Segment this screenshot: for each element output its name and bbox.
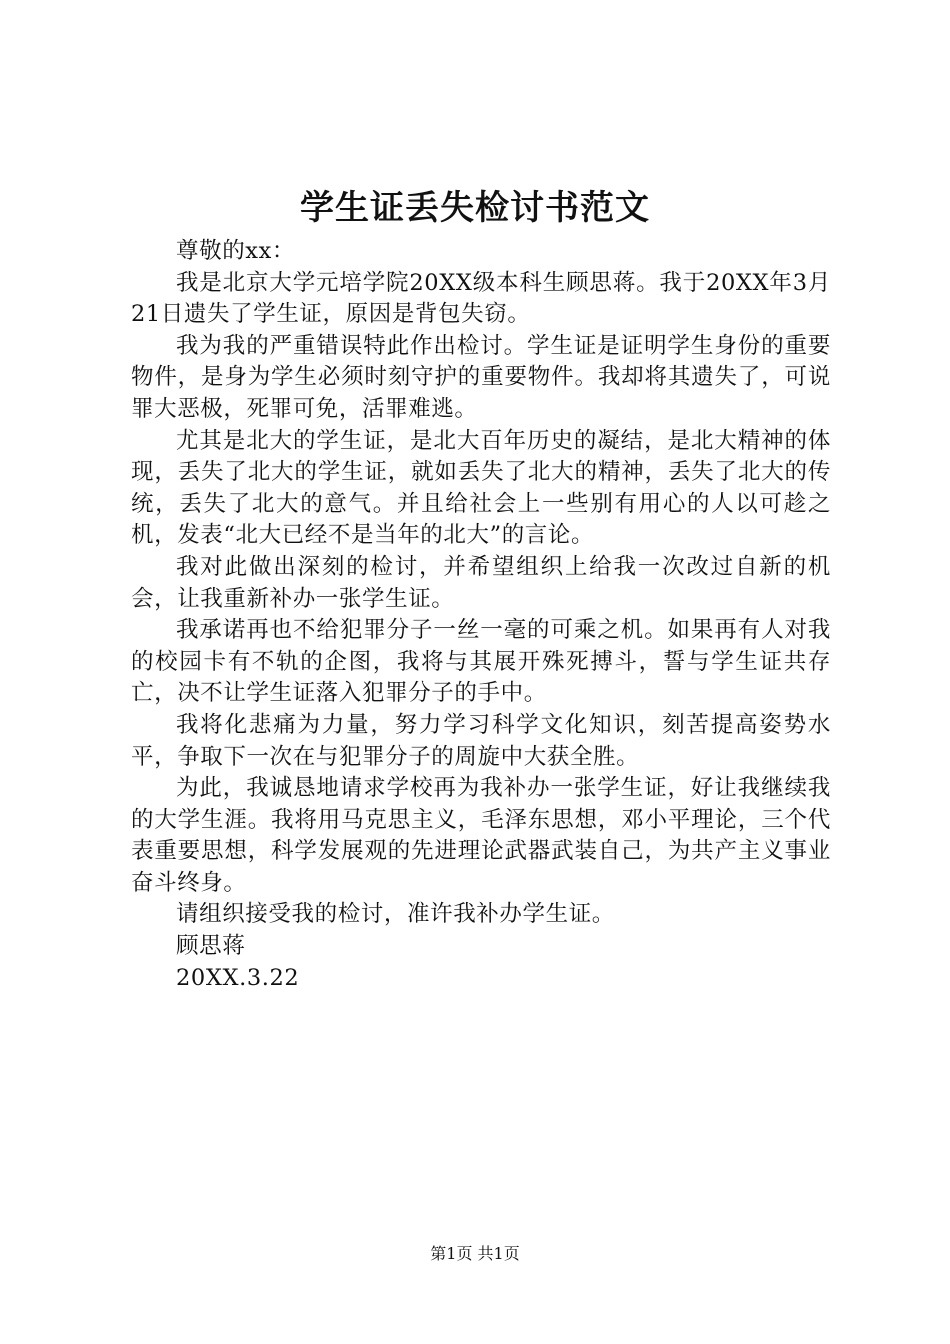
paragraph-8: 请组织接受我的检讨，准许我补办学生证。 xyxy=(176,901,615,928)
paragraph-6: 我将化悲痛为力量，努力学习科学文化知识，刻苦提高姿势水平，争取下一次在与犯罪分子的周旋中大获全胜。 xyxy=(131,711,831,770)
page-footer: 第1页 共1页 xyxy=(430,1244,520,1263)
document-title: 学生证丢失检讨书范文 xyxy=(300,188,650,228)
salutation: 尊敬的xx： xyxy=(176,238,295,264)
date: 20XX.3.22 xyxy=(176,964,300,991)
document-body xyxy=(131,236,831,994)
paragraph-5: 我承诺再也不给犯罪分子一丝一毫的可乘之机。如果再有人对我的校园卡有不轨的企图，我将与其展开殊死搏斗，誓与学生证共存亡，决不让学生证落入犯罪分子的手中。 xyxy=(131,617,831,707)
paragraph-1: 我是北京大学元培学院20XX级本科生顾思蒋。我于20XX年3月21日遗失了学生证，原因是背包失窃。 xyxy=(131,269,831,328)
paragraph-7: 为此，我诚恳地请求学校再为我补办一张学生证，好让我继续我的大学生涯。我将用马克思主义，毛泽东思想，邓小平理论，三个代表重要思想，科学发展观的先进理论武器武装自己，为共产主义事业奋斗终身。 xyxy=(131,775,831,896)
paragraph-2: 我为我的严重错误特此作出检讨。学生证是证明学生身份的重要物件，是身为学生必须时刻守护的重要物件。我却将其遗失了，可说罪大恶极，死罪可免，活罪难逃。 xyxy=(131,332,831,422)
signature: 顾思蒋 xyxy=(176,933,246,960)
paragraph-4: 我对此做出深刻的检讨，并希望组织上给我一次改过自新的机会，让我重新补办一张学生证。 xyxy=(131,553,831,612)
paragraph-3: 尤其是北大的学生证，是北大百年历史的凝结，是北大精神的体现，丢失了北大的学生证，就如丢失了北大的精神，丢失了北大的传统，丢失了北大的意气。并且给社会上一些别有用心的人以可趁之机，发表“北大已经不是当年的北大”的言论。 xyxy=(131,427,831,549)
